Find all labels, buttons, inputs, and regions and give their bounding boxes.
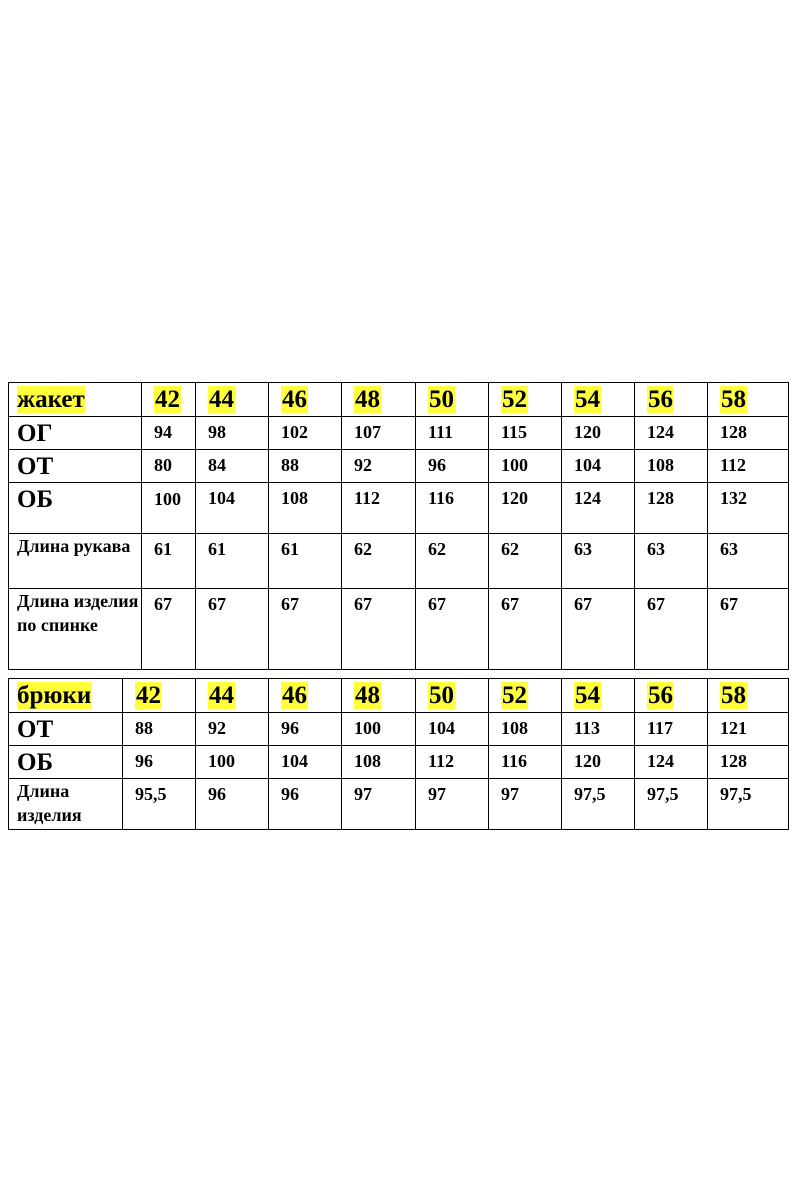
table-cell: 97	[489, 779, 562, 830]
trousers-title: брюки	[17, 682, 92, 709]
table-cell: 100	[342, 713, 416, 746]
table-row	[9, 589, 789, 670]
row-label: Длина изделия по спинке	[9, 589, 142, 670]
table-cell: 121	[708, 713, 789, 746]
table-cell: 108	[342, 746, 416, 779]
table-cell: 95,5	[123, 779, 196, 830]
table-cell: 100	[142, 483, 196, 534]
table-cell: 104	[269, 746, 342, 779]
size-label: 44	[209, 386, 234, 413]
size-label: 52	[502, 682, 527, 709]
table-cell: 108	[269, 483, 342, 534]
table-cell: 96	[196, 779, 269, 830]
size-header	[562, 383, 635, 417]
size-label: 54	[575, 386, 600, 413]
size-header	[269, 679, 342, 713]
size-label: 46	[282, 682, 307, 709]
trousers-size-table	[8, 678, 789, 830]
table-cell: 120	[562, 746, 635, 779]
jacket-title: жакет	[17, 386, 85, 413]
table-cell: 116	[489, 746, 562, 779]
trousers-title-cell	[9, 679, 123, 713]
table-cell: 97	[342, 779, 416, 830]
table-cell: 88	[269, 450, 342, 483]
row-label: ОГ	[9, 417, 142, 450]
row-label: Длина рукава	[9, 534, 142, 589]
size-header	[416, 383, 489, 417]
table-cell: 108	[635, 450, 708, 483]
size-header	[142, 383, 196, 417]
size-header	[562, 679, 635, 713]
table-row	[9, 746, 789, 779]
table-cell: 84	[196, 450, 269, 483]
size-label: 48	[355, 682, 380, 709]
table-cell: 97,5	[708, 779, 789, 830]
table-cell: 63	[635, 534, 708, 589]
table-cell: 100	[489, 450, 562, 483]
size-label: 52	[502, 386, 527, 413]
table-cell: 113	[562, 713, 635, 746]
table-cell: 67	[635, 589, 708, 670]
size-label: 54	[575, 682, 600, 709]
row-label: ОБ	[9, 483, 142, 534]
table-cell: 61	[269, 534, 342, 589]
table-cell: 67	[489, 589, 562, 670]
size-label: 46	[282, 386, 307, 413]
size-label: 42	[155, 386, 180, 413]
table-cell: 128	[708, 746, 789, 779]
table-cell: 112	[342, 483, 416, 534]
table-cell: 62	[342, 534, 416, 589]
table-row	[9, 534, 789, 589]
table-cell: 67	[708, 589, 789, 670]
table-cell: 61	[196, 534, 269, 589]
jacket-title-cell	[9, 383, 142, 417]
table-cell: 67	[562, 589, 635, 670]
size-label: 56	[648, 386, 673, 413]
table-cell: 63	[708, 534, 789, 589]
table-cell: 96	[269, 713, 342, 746]
table-cell: 80	[142, 450, 196, 483]
table-cell: 67	[142, 589, 196, 670]
table-cell: 124	[562, 483, 635, 534]
row-label: ОТ	[9, 450, 142, 483]
size-label: 50	[429, 386, 454, 413]
row-label: Длина изделия	[9, 779, 123, 830]
table-row	[9, 779, 789, 830]
table-cell: 132	[708, 483, 789, 534]
table-cell: 67	[196, 589, 269, 670]
size-header	[635, 679, 708, 713]
table-cell: 100	[196, 746, 269, 779]
size-label: 56	[648, 682, 673, 709]
table-cell: 97,5	[562, 779, 635, 830]
table-cell: 107	[342, 417, 416, 450]
table-cell: 67	[342, 589, 416, 670]
size-header	[489, 679, 562, 713]
table-cell: 102	[269, 417, 342, 450]
table-cell: 97,5	[635, 779, 708, 830]
size-header	[708, 679, 789, 713]
table-cell: 96	[269, 779, 342, 830]
row-label: ОТ	[9, 713, 123, 746]
size-header	[196, 383, 269, 417]
trousers-header-row	[9, 679, 789, 713]
table-cell: 112	[708, 450, 789, 483]
table-cell: 96	[416, 450, 489, 483]
table-cell: 62	[489, 534, 562, 589]
jacket-header-row	[9, 383, 789, 417]
table-cell: 128	[635, 483, 708, 534]
table-cell: 92	[342, 450, 416, 483]
size-header	[342, 679, 416, 713]
table-cell: 115	[489, 417, 562, 450]
table-cell: 108	[489, 713, 562, 746]
size-label: 48	[355, 386, 380, 413]
table-cell: 97	[416, 779, 489, 830]
table-row	[9, 483, 789, 534]
table-cell: 120	[489, 483, 562, 534]
size-header	[489, 383, 562, 417]
table-cell: 94	[142, 417, 196, 450]
table-cell: 92	[196, 713, 269, 746]
table-row	[9, 713, 789, 746]
size-header	[269, 383, 342, 417]
table-row	[9, 450, 789, 483]
table-cell: 111	[416, 417, 489, 450]
table-cell: 124	[635, 417, 708, 450]
table-cell: 62	[416, 534, 489, 589]
size-header	[708, 383, 789, 417]
table-cell: 63	[562, 534, 635, 589]
table-cell: 104	[416, 713, 489, 746]
table-cell: 128	[708, 417, 789, 450]
table-row	[9, 417, 789, 450]
size-label: 58	[721, 682, 746, 709]
table-cell: 61	[142, 534, 196, 589]
table-cell: 98	[196, 417, 269, 450]
table-cell: 104	[196, 483, 269, 534]
size-label: 50	[429, 682, 454, 709]
size-header	[123, 679, 196, 713]
table-cell: 124	[635, 746, 708, 779]
size-header	[416, 679, 489, 713]
size-header	[196, 679, 269, 713]
size-label: 42	[136, 682, 161, 709]
table-cell: 67	[269, 589, 342, 670]
table-cell: 104	[562, 450, 635, 483]
size-label: 58	[721, 386, 746, 413]
size-header	[342, 383, 416, 417]
table-cell: 88	[123, 713, 196, 746]
table-cell: 67	[416, 589, 489, 670]
table-cell: 112	[416, 746, 489, 779]
row-label: ОБ	[9, 746, 123, 779]
table-cell: 120	[562, 417, 635, 450]
jacket-size-table	[8, 382, 789, 670]
size-label: 44	[209, 682, 234, 709]
size-header	[635, 383, 708, 417]
table-cell: 117	[635, 713, 708, 746]
table-cell: 116	[416, 483, 489, 534]
table-cell: 96	[123, 746, 196, 779]
